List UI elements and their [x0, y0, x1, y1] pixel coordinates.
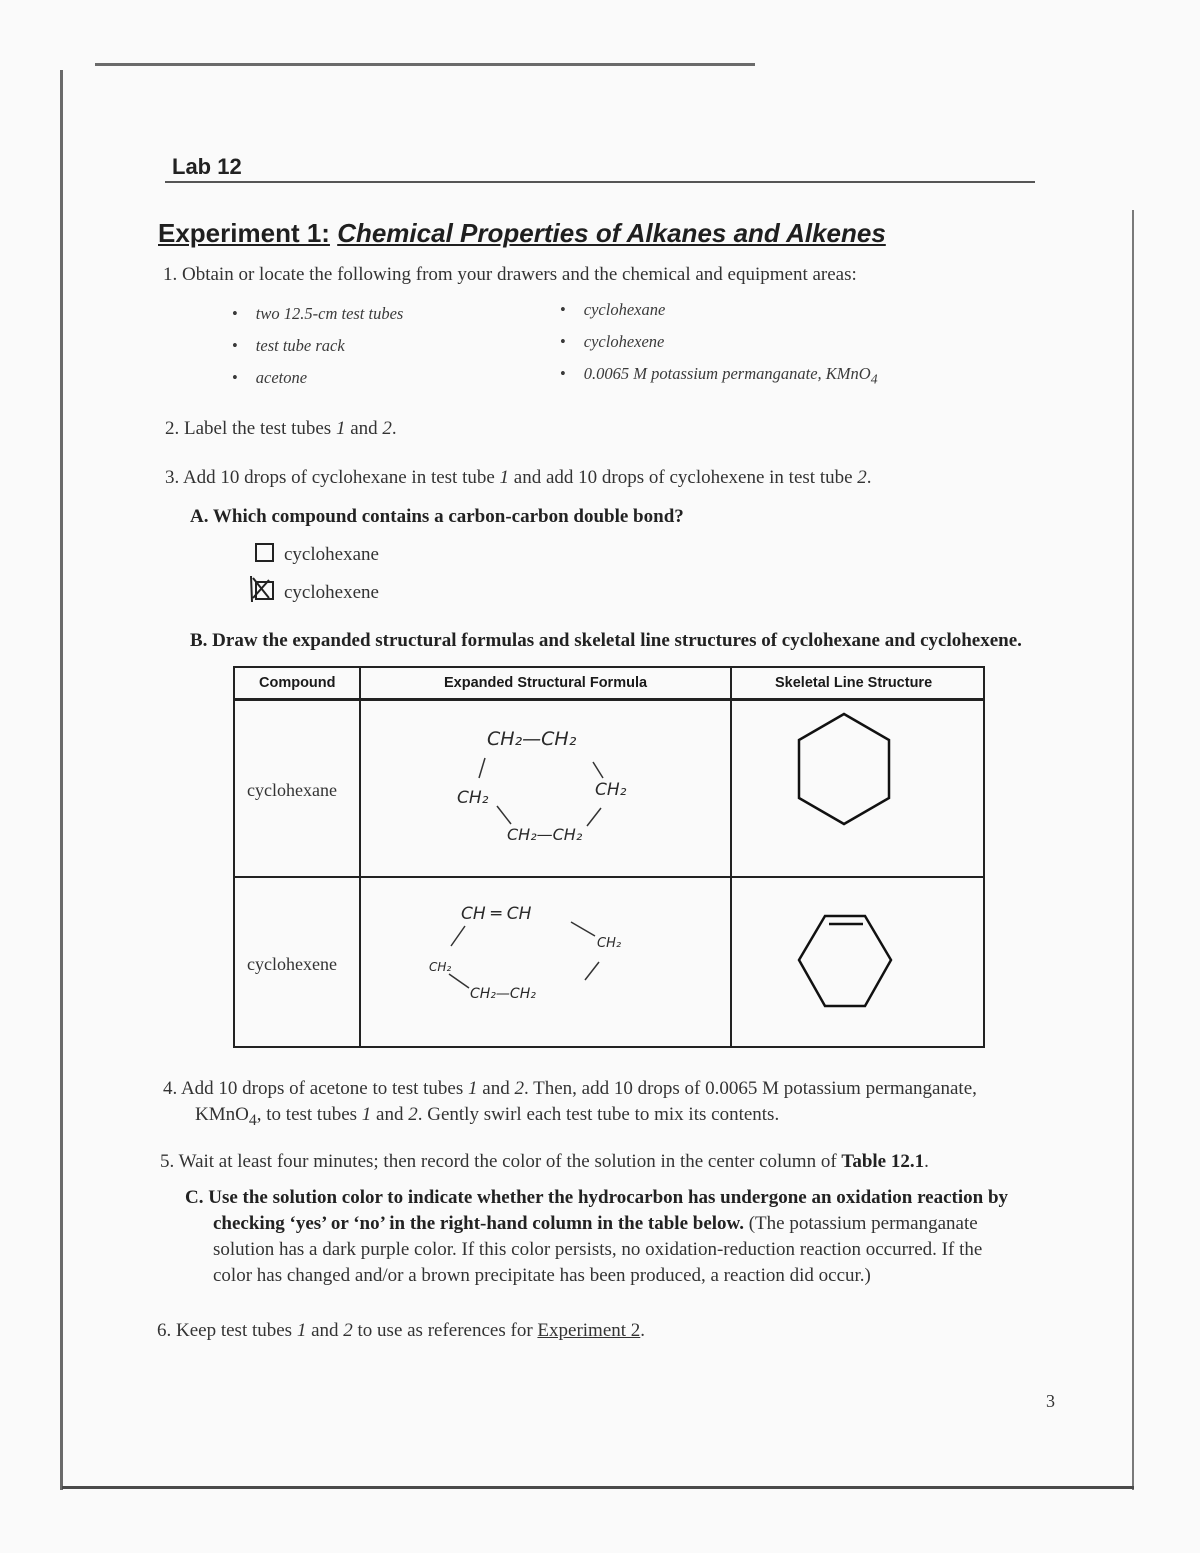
step-4-line-1: [163, 1076, 977, 1102]
step-1: 1. Obtain or locate the following from your drawers and the chemical and equipment areas:: [163, 264, 857, 285]
step-4: [163, 1076, 977, 1134]
step-3-text: and add 10 drops of cyclohexene in test tube: [509, 467, 858, 488]
checkbox-cyclohexene[interactable]: [255, 581, 274, 600]
step-4-line-2: [163, 1102, 977, 1134]
table-divider: [730, 668, 732, 1046]
formula-bonds: [475, 748, 615, 838]
step-6-text: .: [640, 1320, 646, 1341]
formula-fragment: CH₂: [597, 936, 622, 951]
header-rule: [165, 181, 1035, 183]
question-c-line-1: C. Use the solution color to indicate whether the hydrocarbon has undergone an oxidation reaction by: [185, 1187, 1009, 1208]
formula-fragment: CH₂: [429, 960, 452, 974]
step-3-text: .: [866, 467, 872, 488]
step-2-text: and: [345, 418, 383, 439]
material-item: • two 12.5-cm test tubes: [232, 298, 403, 330]
question-b: B. Draw the expanded structural formulas and skeletal line structures of cyclohexane and cyclohexene.: [190, 630, 1022, 651]
material-item-text: 0.0065 M potassium permanganate, KMnO: [583, 364, 871, 383]
bottom-page-edge: [62, 1486, 1134, 1489]
formula-fragment: CH₂—CH₂: [470, 986, 536, 1002]
question-c: [185, 1185, 1008, 1289]
step-3: [165, 467, 872, 489]
formula-fragment: CH₂: [595, 780, 627, 800]
formula-bonds: [435, 918, 615, 1008]
experiment-prefix: Experiment 1:: [158, 218, 330, 248]
top-border: [95, 63, 755, 66]
tube-2-label: 2: [343, 1320, 353, 1341]
subscript: 4: [248, 1111, 257, 1129]
step-2: [165, 418, 397, 440]
tube-1-label: 1: [361, 1104, 372, 1125]
step-5-text: .: [924, 1151, 929, 1172]
tube-2-label: 2: [382, 418, 392, 439]
tube-2-label: 2: [514, 1078, 524, 1099]
tube-1-label: 1: [335, 418, 346, 439]
lab-header: Lab 12: [172, 154, 242, 179]
step-4-text: . Then, add 10 drops of 0.0065 M potassium permanganate,: [523, 1078, 977, 1099]
step-5-text: 5. Wait at least four minutes; then record the color of the solution in the center column of: [160, 1151, 842, 1172]
table-reference: Table 12.1: [841, 1151, 925, 1172]
question-c-bold-text: checking ‘yes’ or ‘no’ in the right-hand column in the table below.: [213, 1213, 744, 1234]
material-item: • cyclohexane: [560, 294, 878, 326]
formula-fragment: CH₂—CH₂: [507, 825, 583, 844]
step-6-text: to use as references for: [352, 1320, 538, 1341]
table-divider: [359, 668, 361, 1046]
option-cyclohexane[interactable]: [255, 543, 379, 566]
subscript: 4: [870, 371, 878, 387]
step-4-text: and: [477, 1078, 515, 1099]
tube-2-label: 2: [408, 1104, 418, 1125]
step-3-text: 3. Add 10 drops of cyclohexane in test tube: [165, 467, 500, 488]
experiment-title: [158, 218, 886, 249]
step-6: [157, 1320, 645, 1342]
header-compound: Compound: [259, 675, 336, 691]
material-item: • cyclohexene: [560, 326, 878, 358]
formula-fragment: CH ═ CH: [461, 904, 532, 924]
material-item: • acetone: [232, 362, 403, 394]
tube-2-label: 2: [857, 467, 867, 488]
step-4-text: and: [371, 1104, 409, 1125]
formula-fragment: CH₂—CH₂: [487, 728, 577, 750]
page-number: 3: [1046, 1391, 1055, 1411]
cyclohexane-skeletal-structure: [793, 710, 895, 830]
step-4-text: , to test tubes: [256, 1104, 362, 1125]
step-2-text: 2. Label the test tubes: [165, 418, 336, 439]
question-c-line-3: solution has a dark purple color. If this color persists, no oxidation-reduction reaction occurred. If the: [213, 1239, 983, 1260]
compound-cyclohexane: cyclohexane: [247, 780, 337, 800]
material-item: • test tube rack: [232, 330, 403, 362]
checkbox-cyclohexane[interactable]: [255, 543, 274, 562]
option-label: cyclohexene: [284, 582, 379, 603]
step-5: [160, 1151, 929, 1173]
option-label: cyclohexane: [284, 544, 379, 565]
experiment-name: Chemical Properties of Alkanes and Alkenes: [337, 218, 886, 248]
question-a: A. Which compound contains a carbon-carbon double bond?: [190, 506, 684, 527]
tube-1-label: 1: [296, 1320, 307, 1341]
step-4-text: 4. Add 10 drops of acetone to test tubes: [163, 1078, 469, 1099]
handwritten-check-mark-icon: [249, 574, 275, 604]
materials-list-right: [560, 294, 878, 390]
tube-1-label: 1: [499, 467, 510, 488]
compound-cyclohexene: cyclohexene: [247, 954, 337, 974]
right-page-edge: [1132, 210, 1134, 1490]
experiment-reference: Experiment 2: [537, 1320, 641, 1341]
question-c-line-2: [185, 1211, 1008, 1237]
cyclohexene-skeletal-structure: [791, 912, 899, 1012]
tube-1-label: 1: [468, 1078, 478, 1099]
header-skeletal-structure: Skeletal Line Structure: [775, 675, 933, 691]
header-expanded-formula: Expanded Structural Formula: [444, 675, 648, 691]
step-4-text: KMnO: [195, 1104, 249, 1125]
table-row-divider: [235, 876, 983, 878]
step-6-text: 6. Keep test tubes: [157, 1320, 297, 1341]
question-c-line-4: color has changed and/or a brown precipitate has been produced, a reaction did occur.): [213, 1265, 871, 1286]
materials-list-left: [232, 298, 403, 394]
step-6-text: and: [306, 1320, 344, 1341]
left-page-edge: [60, 70, 63, 1490]
step-4-text: . Gently swirl each test tube to mix its contents.: [417, 1104, 780, 1125]
structures-table: [233, 666, 985, 1048]
material-item: [560, 358, 878, 390]
step-2-text: .: [391, 418, 397, 439]
question-c-text: (The potassium permanganate: [743, 1213, 978, 1234]
option-cyclohexene[interactable]: [255, 581, 379, 604]
formula-fragment: CH₂: [457, 788, 489, 808]
